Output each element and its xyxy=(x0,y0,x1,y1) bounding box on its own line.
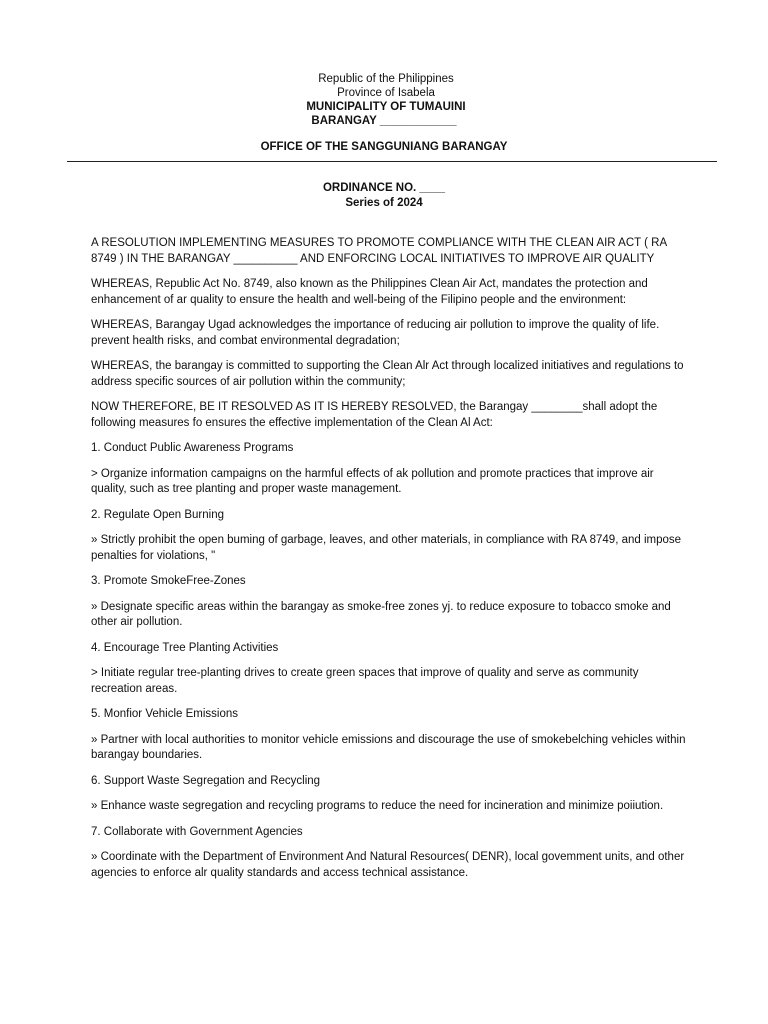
office-title: OFFICE OF THE SANGGUNIANG BARANGAY xyxy=(260,141,508,153)
measure-3-detail: » Designate specific areas within the barangay as smoke-free zones yj. to reduce exposure to tobacco smoke and other air pollution. xyxy=(91,600,671,628)
document-header xyxy=(0,72,768,128)
measure-4-heading: 4. Encourage Tree Planting Activities xyxy=(91,641,279,654)
measure-5-heading: 5. Monfior Vehicle Emissions xyxy=(91,708,239,720)
measure-1-detail: > Organize information campaigns on the harmful effects of ak pollution and promote practices that improve air quality, such as tree planting and proper waste management. xyxy=(91,467,654,495)
whereas-clause-3: WHEREAS, the barangay is committed to supporting the Clean Alr Act through localized initiatives and regulations to address specific sources of air pollution within the community; xyxy=(91,360,684,388)
ordinance-series: Series of 2024 xyxy=(345,197,423,209)
header-country: Republic of the Philippines xyxy=(318,73,454,85)
header-province: Province of Isabela xyxy=(337,87,435,99)
measure-5-detail: » Partner with local authorities to monitor vehicle emissions and discourage the use of smokebelching vehicles within barangay boundaries. xyxy=(91,733,686,761)
measure-2-detail: » Strictly prohibit the open buming of garbage, leaves, and other materials, in compliance with RA 8749, and impose penalties for violations, " xyxy=(91,534,682,562)
measure-7-detail: » Coordinate with the Department of Environment And Natural Resources( DENR), local govemment units, and other agencies to enforce alr quality standards and access technical assistance. xyxy=(91,851,685,879)
document-body xyxy=(91,236,691,891)
ordinance-block xyxy=(0,181,768,211)
resolved-clause: NOW THEREFORE, BE IT RESOLVED AS IT IS HEREBY RESOLVED, the Barangay ________shall adopt the following measures fo ensures the effective implementation of the Clean Al Act: xyxy=(91,401,658,429)
resolution-title: A RESOLUTION IMPLEMENTING MEASURES TO PROMOTE COMPLIANCE WITH THE CLEAN AIR ACT ( RA 8749 ) IN THE BARANGAY __________ AND ENFORCING LOCAL INITIATIVES TO IMPROVE AIR QUALITY xyxy=(91,237,667,265)
measure-4-detail: > Initiate regular tree-planting drives to create green spaces that improve of quality and serve as community recreation areas. xyxy=(91,667,639,695)
measure-1-heading: 1. Conduct Public Awareness Programs xyxy=(91,442,294,454)
measure-6-detail: » Enhance waste segregation and recycling programs to reduce the need for incineration and minimize poiiution. xyxy=(91,800,664,812)
measure-3-heading: 3. Promote SmokeFree-Zones xyxy=(91,575,246,587)
whereas-clause-2: WHEREAS, Barangay Ugad acknowledges the importance of reducing air pollution to improve the quality of life. prevent health risks, and combat environmental degradation; xyxy=(91,319,660,347)
header-divider xyxy=(67,161,717,162)
measure-7-heading: 7. Collaborate with Government Agencies xyxy=(91,825,303,838)
header-municipality: MUNICIPALITY OF TUMAUINI xyxy=(306,101,466,113)
measure-6-heading: 6. Support Waste Segregation and Recycling xyxy=(91,774,321,787)
ordinance-number: ORDINANCE NO. ____ xyxy=(322,182,446,194)
whereas-clause-1: WHEREAS, Republic Act No. 8749, also known as the Philippines Clean Air Act, mandates the protection and enhancement of ar quality to ensure the health and well-being of the Filipino people and the environment: xyxy=(91,278,648,306)
header-barangay: BARANGAY ____________ xyxy=(311,115,457,127)
measure-2-heading: 2. Regulate Open Burning xyxy=(91,508,224,521)
